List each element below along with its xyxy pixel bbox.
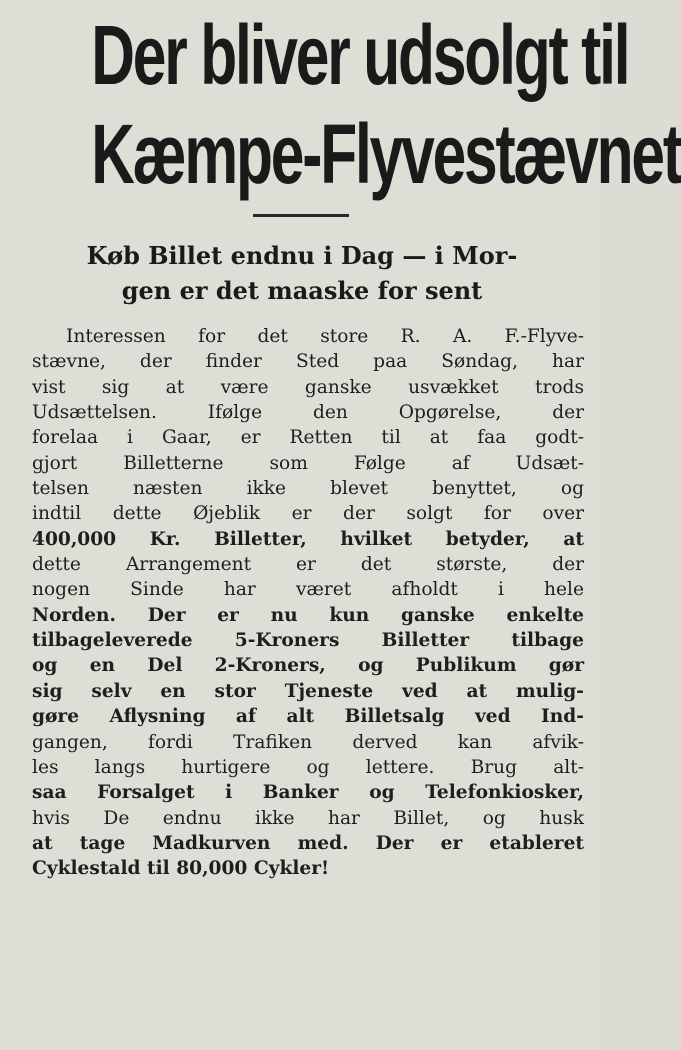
article-line: vist sig at være ganske usvækket trods	[32, 376, 584, 398]
subheadline-line-2: gen er det maaske for sent	[121, 276, 483, 305]
headline	[91, 6, 681, 204]
article-line: Cyklestald til 80,000 Cykler!	[32, 858, 330, 880]
article-line: forelaa i Gaar, er Retten til at faa godt-	[32, 427, 584, 449]
article-line: saa Forsalget i Banker og Telefonkiosker,	[32, 782, 584, 804]
article-line: dette Arrangement er det største, der	[32, 554, 584, 576]
headline-divider	[253, 214, 349, 217]
article-line: Norden. Der er nu kun ganske enkelte	[32, 604, 584, 626]
article-line: gangen, fordi Trafiken derved kan afvik-	[32, 731, 584, 753]
article-line: Udsættelsen. Ifølge den Opgørelse, der	[32, 402, 584, 424]
article-line: gjort Billetterne som Følge af Udsæt-	[32, 452, 584, 474]
article-line: les langs hurtigere og lettere. Brug alt-	[32, 756, 584, 778]
article-line: indtil dette Øjeblik er der solgt for over	[32, 503, 584, 525]
subheadline	[22, 238, 582, 308]
article-line: 400,000 Kr. Billetter, hvilket betyder, at	[32, 528, 584, 550]
article-body	[32, 324, 584, 882]
article-line: Interessen for det store R. A. F.-Flyve-	[66, 326, 584, 347]
subheadline-line-1: Køb Billet endnu i Dag — i Mor-	[86, 241, 518, 270]
headline-line-1: Der bliver udsolgt til	[91, 8, 629, 102]
article-line: sig selv en stor Tjeneste ved at mulig-	[32, 680, 584, 702]
article-line: tilbageleverede 5-Kroners Billetter tilbage	[32, 630, 584, 652]
article-line: nogen Sinde har været afholdt i hele	[32, 579, 584, 601]
article-line: gøre Aflysning af alt Billetsalg ved Ind-	[32, 706, 584, 728]
article-line: telsen næsten ikke blevet benyttet, og	[32, 478, 584, 500]
article-line: hvis De endnu ikke har Billet, og husk	[32, 807, 584, 829]
headline-line-2: Kæmpe-Flyvestævnet	[91, 107, 681, 201]
article-line: og en Del 2-Kroners, og Publikum gør	[32, 655, 584, 677]
article-line: stævne, der finder Sted paa Søndag, har	[32, 351, 584, 373]
article-line: at tage Madkurven med. Der er etableret	[32, 832, 584, 854]
